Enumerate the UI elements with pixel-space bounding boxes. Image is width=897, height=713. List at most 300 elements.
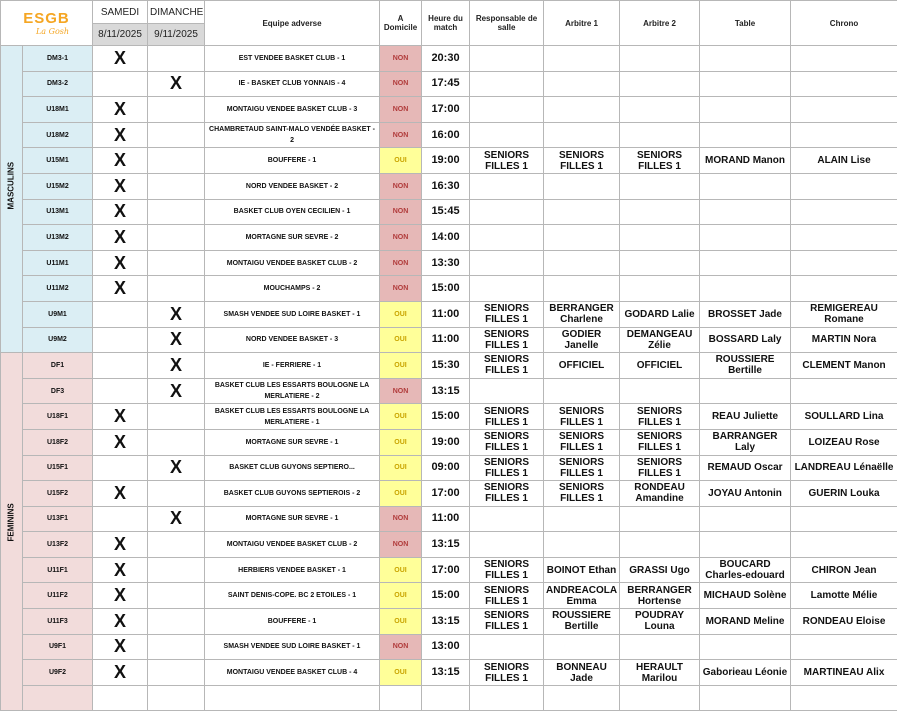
time-cell: 16:30 (422, 173, 470, 199)
time-cell: 11:00 (422, 506, 470, 532)
samedi-cell (93, 301, 148, 327)
opponent-cell: NORD VENDEE BASKET - 2 (205, 173, 380, 199)
samedi-cell (93, 71, 148, 97)
chrono-cell: SOULLARD Lina (791, 404, 897, 430)
samedi-cell: X (93, 429, 148, 455)
referee-2-cell: DEMANGEAU Zélie (620, 327, 700, 353)
referee-2-cell: SENIORS FILLES 1 (620, 455, 700, 481)
table-official-cell: Gaborieau Léonie (700, 660, 791, 686)
referee-2-cell: OFFICIEL (620, 353, 700, 379)
home-cell: NON (380, 378, 422, 404)
time-cell: 15:30 (422, 353, 470, 379)
referee-1-cell (544, 71, 620, 97)
home-cell: NON (380, 225, 422, 251)
referee-2-cell: GODARD Lalie (620, 301, 700, 327)
samedi-cell: X (93, 225, 148, 251)
samedi-cell: X (93, 660, 148, 686)
manager-cell: SENIORS FILLES 1 (470, 660, 544, 686)
samedi-cell: X (93, 634, 148, 660)
chrono-cell (791, 225, 897, 251)
manager-cell: SENIORS FILLES 1 (470, 301, 544, 327)
manager-cell (470, 97, 544, 123)
chrono-cell: GUERIN Louka (791, 481, 897, 507)
table-row (1, 660, 897, 686)
manager-cell: SENIORS FILLES 1 (470, 327, 544, 353)
time-cell: 17:45 (422, 71, 470, 97)
samedi-date: 8/11/2025 (93, 24, 148, 46)
table-row (1, 301, 897, 327)
dimanche-cell (148, 173, 205, 199)
referee-2-cell (620, 506, 700, 532)
table-row (1, 353, 897, 379)
dimanche-cell (148, 97, 205, 123)
manager-cell (470, 532, 544, 558)
opponent-cell: MORTAGNE SUR SEVRE - 1 (205, 506, 380, 532)
logo (1, 1, 93, 46)
opponent-cell: HERBIERS VENDEE BASKET - 1 (205, 557, 380, 583)
time-cell: 13:15 (422, 532, 470, 558)
referee-1-cell (544, 634, 620, 660)
opponent-cell: SAINT DENIS-COPE. BC 2 ETOILES - 1 (205, 583, 380, 609)
team-cell: DM3-2 (23, 71, 93, 97)
samedi-cell: X (93, 148, 148, 174)
dimanche-cell (148, 276, 205, 302)
chrono-cell: CHIRON Jean (791, 557, 897, 583)
samedi-cell: X (93, 46, 148, 72)
table-official-cell (700, 71, 791, 97)
table-row (1, 404, 897, 430)
time-cell: 11:00 (422, 327, 470, 353)
samedi-cell: X (93, 404, 148, 430)
table-official-cell: REMAUD Oscar (700, 455, 791, 481)
team-cell: U13M1 (23, 199, 93, 225)
referee-1-cell (544, 532, 620, 558)
time-cell: 17:00 (422, 557, 470, 583)
table-row (1, 378, 897, 404)
table-official-cell (700, 685, 791, 711)
manager-cell (470, 225, 544, 251)
manager-cell: SENIORS FILLES 1 (470, 609, 544, 635)
chrono-cell: Lamotte Mélie (791, 583, 897, 609)
manager-cell: SENIORS FILLES 1 (470, 353, 544, 379)
team-cell: U18M1 (23, 97, 93, 123)
home-cell: NON (380, 46, 422, 72)
home-cell: NON (380, 71, 422, 97)
table-official-cell: BROSSET Jade (700, 301, 791, 327)
home-cell: NON (380, 173, 422, 199)
home-cell: NON (380, 634, 422, 660)
manager-cell: SENIORS FILLES 1 (470, 481, 544, 507)
table-row (1, 481, 897, 507)
table-row (1, 609, 897, 635)
samedi-cell: X (93, 609, 148, 635)
manager-cell (470, 506, 544, 532)
chrono-cell (791, 199, 897, 225)
home-cell: OUI (380, 583, 422, 609)
opponent-cell: NORD VENDEE BASKET - 3 (205, 327, 380, 353)
header-home: A Domicile (380, 1, 422, 46)
dimanche-cell: X (148, 327, 205, 353)
team-cell: DF3 (23, 378, 93, 404)
time-cell: 13:15 (422, 378, 470, 404)
manager-cell (470, 685, 544, 711)
time-cell: 19:00 (422, 148, 470, 174)
home-cell: OUI (380, 404, 422, 430)
table-official-cell: BARRANGER Laly (700, 429, 791, 455)
team-cell: U9M2 (23, 327, 93, 353)
team-cell: DF1 (23, 353, 93, 379)
header-ref2: Arbitre 2 (620, 1, 700, 46)
team-cell: U11F1 (23, 557, 93, 583)
manager-cell (470, 173, 544, 199)
chrono-cell: CLEMENT Manon (791, 353, 897, 379)
samedi-cell (93, 353, 148, 379)
opponent-cell: MONTAIGU VENDEE BASKET CLUB - 4 (205, 660, 380, 686)
opponent-cell: IE - BASKET CLUB YONNAIS - 4 (205, 71, 380, 97)
table-row (1, 685, 897, 711)
manager-cell: SENIORS FILLES 1 (470, 455, 544, 481)
home-cell: OUI (380, 557, 422, 583)
opponent-cell: BASKET CLUB LES ESSARTS BOULOGNE LA MERLATIERE - 2 (205, 378, 380, 404)
table-official-cell (700, 122, 791, 148)
table-official-cell: MICHAUD Solène (700, 583, 791, 609)
referee-1-cell (544, 122, 620, 148)
dimanche-cell (148, 685, 205, 711)
opponent-cell (205, 685, 380, 711)
team-cell: U9M1 (23, 301, 93, 327)
opponent-cell: MORTAGNE SUR SEVRE - 1 (205, 429, 380, 455)
table-row (1, 46, 897, 72)
referee-1-cell: BONNEAU Jade (544, 660, 620, 686)
home-cell: NON (380, 97, 422, 123)
chrono-cell: ALAIN Lise (791, 148, 897, 174)
chrono-cell (791, 685, 897, 711)
referee-1-cell (544, 685, 620, 711)
dimanche-cell (148, 250, 205, 276)
table-official-cell (700, 532, 791, 558)
table-official-cell (700, 46, 791, 72)
team-cell: U11M1 (23, 250, 93, 276)
manager-cell: SENIORS FILLES 1 (470, 557, 544, 583)
referee-1-cell (544, 173, 620, 199)
referee-1-cell: GODIER Janelle (544, 327, 620, 353)
time-cell: 14:00 (422, 225, 470, 251)
time-cell: 20:30 (422, 46, 470, 72)
samedi-cell (93, 327, 148, 353)
table-official-cell: MORAND Manon (700, 148, 791, 174)
dimanche-cell (148, 404, 205, 430)
chrono-cell: MARTIN Nora (791, 327, 897, 353)
referee-2-cell (620, 122, 700, 148)
opponent-cell: EST VENDEE BASKET CLUB - 1 (205, 46, 380, 72)
referee-1-cell: BOINOT Ethan (544, 557, 620, 583)
section-label (1, 46, 23, 353)
team-cell: U15F1 (23, 455, 93, 481)
manager-cell (470, 46, 544, 72)
header-table: Table (700, 1, 791, 46)
team-cell: U9F2 (23, 660, 93, 686)
referee-1-cell (544, 276, 620, 302)
time-cell: 13:15 (422, 609, 470, 635)
referee-2-cell (620, 199, 700, 225)
manager-cell (470, 250, 544, 276)
opponent-cell: BOUFFERE - 1 (205, 148, 380, 174)
time-cell: 09:00 (422, 455, 470, 481)
manager-cell: SENIORS FILLES 1 (470, 148, 544, 174)
chrono-cell: RONDEAU Eloise (791, 609, 897, 635)
chrono-cell: MARTINEAU Alix (791, 660, 897, 686)
header-chrono: Chrono (791, 1, 897, 46)
home-cell: OUI (380, 301, 422, 327)
referee-2-cell: BERRANGER Hortense (620, 583, 700, 609)
home-cell: NON (380, 122, 422, 148)
samedi-cell: X (93, 122, 148, 148)
time-cell: 17:00 (422, 481, 470, 507)
table-row (1, 506, 897, 532)
opponent-cell: MONTAIGU VENDEE BASKET CLUB - 3 (205, 97, 380, 123)
chrono-cell (791, 532, 897, 558)
table-official-cell: REAU Juliette (700, 404, 791, 430)
dimanche-cell: X (148, 506, 205, 532)
table-row (1, 634, 897, 660)
referee-1-cell: ROUSSIERE Bertille (544, 609, 620, 635)
table-official-cell (700, 97, 791, 123)
referee-1-cell: SENIORS FILLES 1 (544, 481, 620, 507)
time-cell: 11:00 (422, 301, 470, 327)
referee-2-cell (620, 97, 700, 123)
home-cell: OUI (380, 327, 422, 353)
opponent-cell: SMASH VENDEE SUD LOIRE BASKET - 1 (205, 301, 380, 327)
home-cell: NON (380, 276, 422, 302)
referee-1-cell (544, 378, 620, 404)
referee-2-cell (620, 685, 700, 711)
home-cell: OUI (380, 429, 422, 455)
table-official-cell (700, 276, 791, 302)
chrono-cell (791, 250, 897, 276)
referee-2-cell: RONDEAU Amandine (620, 481, 700, 507)
dimanche-cell (148, 429, 205, 455)
dimanche-cell (148, 609, 205, 635)
referee-1-cell: BERRANGER Charlene (544, 301, 620, 327)
dimanche-cell (148, 583, 205, 609)
table-official-cell (700, 634, 791, 660)
samedi-cell: X (93, 199, 148, 225)
table-official-cell: JOYAU Antonin (700, 481, 791, 507)
team-cell: U18F2 (23, 429, 93, 455)
manager-cell: SENIORS FILLES 1 (470, 583, 544, 609)
time-cell: 15:00 (422, 276, 470, 302)
table-official-cell (700, 250, 791, 276)
samedi-cell (93, 506, 148, 532)
header-opponent: Equipe adverse (205, 1, 380, 46)
dimanche-cell: X (148, 353, 205, 379)
chrono-cell (791, 634, 897, 660)
schedule-body (1, 46, 897, 711)
table-official-cell (700, 199, 791, 225)
referee-2-cell: SENIORS FILLES 1 (620, 404, 700, 430)
section-label-text: MASCULINS (6, 161, 16, 210)
opponent-cell: BASKET CLUB GUYONS SEPTIEROIS - 2 (205, 481, 380, 507)
table-row (1, 173, 897, 199)
samedi-cell: X (93, 557, 148, 583)
opponent-cell: MORTAGNE SUR SEVRE - 2 (205, 225, 380, 251)
dimanche-cell (148, 481, 205, 507)
referee-1-cell: SENIORS FILLES 1 (544, 404, 620, 430)
home-cell: OUI (380, 148, 422, 174)
time-cell: 13:15 (422, 660, 470, 686)
header-samedi: SAMEDI (93, 1, 148, 24)
referee-1-cell: OFFICIEL (544, 353, 620, 379)
opponent-cell: MOUCHAMPS - 2 (205, 276, 380, 302)
opponent-cell: BASKET CLUB OYEN CECILIEN - 1 (205, 199, 380, 225)
referee-1-cell (544, 199, 620, 225)
chrono-cell: REMIGEREAU Romane (791, 301, 897, 327)
table-official-cell: MORAND Meline (700, 609, 791, 635)
time-cell: 17:00 (422, 97, 470, 123)
team-cell: U18M2 (23, 122, 93, 148)
chrono-cell: LOIZEAU Rose (791, 429, 897, 455)
home-cell: OUI (380, 481, 422, 507)
table-official-cell (700, 378, 791, 404)
samedi-cell (93, 378, 148, 404)
referee-1-cell: SENIORS FILLES 1 (544, 148, 620, 174)
referee-2-cell (620, 276, 700, 302)
samedi-cell: X (93, 532, 148, 558)
team-cell (23, 685, 93, 711)
referee-2-cell (620, 532, 700, 558)
table-official-cell (700, 173, 791, 199)
samedi-cell: X (93, 583, 148, 609)
table-official-cell (700, 506, 791, 532)
samedi-cell: X (93, 250, 148, 276)
time-cell: 15:00 (422, 404, 470, 430)
table-row (1, 97, 897, 123)
dimanche-cell (148, 634, 205, 660)
team-cell: U15M1 (23, 148, 93, 174)
chrono-cell (791, 173, 897, 199)
chrono-cell (791, 276, 897, 302)
referee-2-cell: SENIORS FILLES 1 (620, 429, 700, 455)
time-cell: 15:45 (422, 199, 470, 225)
referee-1-cell: ANDREACOLA Emma (544, 583, 620, 609)
section-label (1, 353, 23, 711)
manager-cell (470, 276, 544, 302)
dimanche-cell (148, 46, 205, 72)
logo-tagline: La Gosh (35, 27, 70, 36)
opponent-cell: BASKET CLUB GUYONS SEPTIERO... (205, 455, 380, 481)
chrono-cell (791, 97, 897, 123)
dimanche-cell: X (148, 378, 205, 404)
manager-cell (470, 634, 544, 660)
referee-2-cell (620, 378, 700, 404)
header-dimanche: DIMANCHE (148, 1, 205, 24)
table-row (1, 122, 897, 148)
table-row (1, 557, 897, 583)
table-official-cell (700, 225, 791, 251)
table-official-cell: BOUCARD Charles-edouard (700, 557, 791, 583)
opponent-cell: BOUFFERE - 1 (205, 609, 380, 635)
referee-1-cell: SENIORS FILLES 1 (544, 455, 620, 481)
team-cell: U18F1 (23, 404, 93, 430)
table-official-cell: ROUSSIERE Bertille (700, 353, 791, 379)
team-cell: U11F3 (23, 609, 93, 635)
opponent-cell: IE - FERRIERE - 1 (205, 353, 380, 379)
referee-2-cell (620, 250, 700, 276)
home-cell: NON (380, 199, 422, 225)
section-label-text: FEMININS (6, 503, 16, 542)
table-row (1, 429, 897, 455)
table-row (1, 455, 897, 481)
table-official-cell: BOSSARD Laly (700, 327, 791, 353)
table-row (1, 148, 897, 174)
dimanche-cell (148, 225, 205, 251)
table-row (1, 327, 897, 353)
team-cell: DM3-1 (23, 46, 93, 72)
home-cell: OUI (380, 660, 422, 686)
table-row (1, 199, 897, 225)
samedi-cell: X (93, 97, 148, 123)
referee-1-cell (544, 506, 620, 532)
referee-1-cell (544, 225, 620, 251)
table-row (1, 250, 897, 276)
table-row (1, 583, 897, 609)
referee-2-cell: HERAULT Marilou (620, 660, 700, 686)
team-cell: U11M2 (23, 276, 93, 302)
header-ref1: Arbitre 1 (544, 1, 620, 46)
home-cell: NON (380, 532, 422, 558)
chrono-cell (791, 122, 897, 148)
time-cell: 19:00 (422, 429, 470, 455)
time-cell: 13:30 (422, 250, 470, 276)
team-cell: U15F2 (23, 481, 93, 507)
team-cell: U13M2 (23, 225, 93, 251)
manager-cell: SENIORS FILLES 1 (470, 429, 544, 455)
dimanche-cell (148, 532, 205, 558)
team-cell: U9F1 (23, 634, 93, 660)
dimanche-cell: X (148, 455, 205, 481)
dimanche-cell: X (148, 71, 205, 97)
home-cell (380, 685, 422, 711)
dimanche-cell (148, 122, 205, 148)
time-cell (422, 685, 470, 711)
dimanche-cell (148, 199, 205, 225)
chrono-cell (791, 378, 897, 404)
team-cell: U11F2 (23, 583, 93, 609)
opponent-cell: MONTAIGU VENDEE BASKET CLUB - 2 (205, 250, 380, 276)
home-cell: OUI (380, 609, 422, 635)
home-cell: NON (380, 506, 422, 532)
referee-1-cell (544, 250, 620, 276)
chrono-cell: LANDREAU Lénaëlle (791, 455, 897, 481)
manager-cell (470, 199, 544, 225)
referee-2-cell (620, 71, 700, 97)
chrono-cell (791, 71, 897, 97)
samedi-cell (93, 685, 148, 711)
manager-cell (470, 71, 544, 97)
referee-2-cell: POUDRAY Louna (620, 609, 700, 635)
home-cell: NON (380, 250, 422, 276)
referee-2-cell: SENIORS FILLES 1 (620, 148, 700, 174)
dimanche-cell (148, 557, 205, 583)
opponent-cell: MONTAIGU VENDEE BASKET CLUB - 2 (205, 532, 380, 558)
samedi-cell: X (93, 276, 148, 302)
home-cell: OUI (380, 455, 422, 481)
opponent-cell: SMASH VENDEE SUD LOIRE BASKET - 1 (205, 634, 380, 660)
manager-cell (470, 122, 544, 148)
referee-2-cell (620, 46, 700, 72)
referee-2-cell (620, 634, 700, 660)
home-cell: OUI (380, 353, 422, 379)
